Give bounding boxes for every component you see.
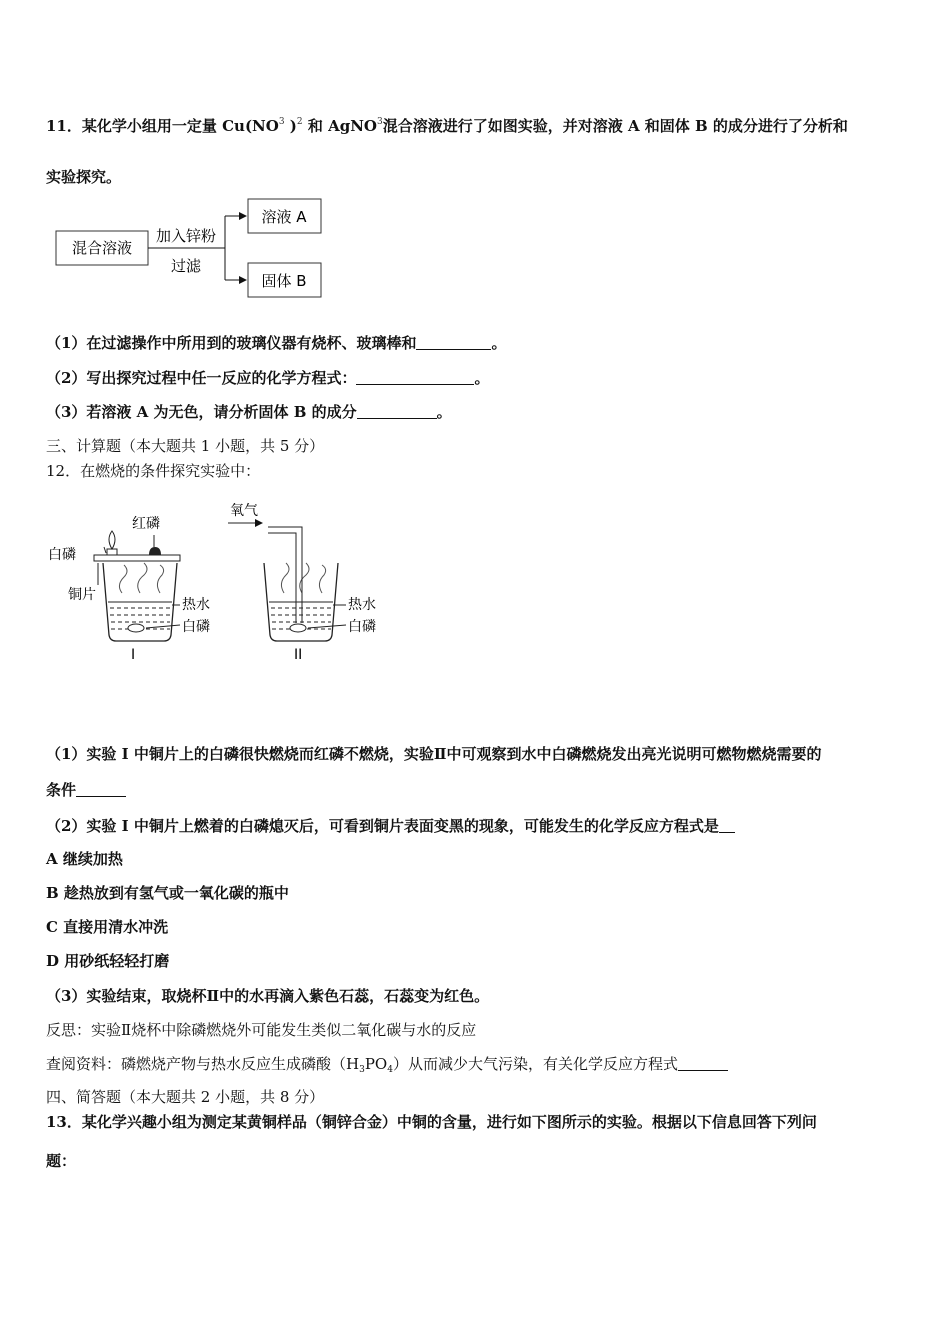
- q11-sub1: （1）在过滤操作中所用到的玻璃仪器有烧杯、玻璃棒和 。: [46, 334, 507, 352]
- q11-stem-line2: 实验探究。: [46, 168, 122, 186]
- option-a: A 继续加热: [46, 850, 123, 868]
- answer-blank[interactable]: [357, 405, 437, 419]
- svg-text:II: II: [294, 647, 303, 663]
- q12-title: 12．在燃烧的条件探究实验中：: [46, 462, 261, 480]
- oxygen-tube: [268, 527, 302, 623]
- answer-blank[interactable]: [76, 783, 126, 797]
- white-phosphorus-1: [128, 624, 144, 632]
- svg-text:铜片: 铜片: [68, 587, 96, 603]
- svg-text:白磷: 白磷: [348, 619, 376, 635]
- section-3-heading: 三、计算题（本大题共 1 小题，共 5 分）: [46, 437, 325, 455]
- svg-text:红磷: 红磷: [132, 516, 160, 532]
- svg-text:热水: 热水: [182, 597, 210, 613]
- answer-blank[interactable]: [678, 1057, 728, 1071]
- svg-text:白磷: 白磷: [48, 547, 76, 563]
- answer-blank[interactable]: [416, 336, 491, 350]
- q13-line1: 13．某化学兴趣小组为测定某黄铜样品（铜锌合金）中铜的含量，进行如下图所示的实验。根据以下信息回答下列问: [46, 1113, 817, 1131]
- q12-sub1-line2: 条件: [46, 779, 126, 800]
- q11-sub2: （2）写出探究过程中任一反应的化学方程式： 。: [46, 369, 490, 387]
- option-d: D 用砂纸轻轻打磨: [46, 952, 170, 970]
- mixed-solution-label: 混合溶液: [71, 239, 133, 257]
- svg-text:I: I: [131, 647, 136, 663]
- option-c: C 直接用清水冲洗: [46, 918, 169, 936]
- beaker-2: [228, 503, 376, 663]
- q11-sub3: （3）若溶液 A 为无色，请分析固体 B 的成分 。: [46, 403, 452, 421]
- svg-text:热水: 热水: [348, 597, 376, 613]
- copper-sheet: [94, 555, 180, 561]
- q12-combustion-diagram: [40, 495, 400, 670]
- q11-stem-line1: 11．某化学小组用一定量 $Cu(NO^3$ )$^2$ 和 AgNO$^3$混合溶液进行了如图实验，并对溶液 A 和固体 B 的成分进行了分析和: [46, 117, 848, 135]
- filter-label: 过滤: [170, 257, 202, 275]
- section-4-heading: 四、简答题（本大题共 2 小题，共 8 分）: [46, 1088, 325, 1106]
- option-b: B 趁热放到有氢气或一氧化碳的瓶中: [46, 884, 289, 902]
- add-zinc-label: 加入锌粉: [155, 227, 217, 245]
- white-phosphorus-2: [290, 624, 306, 632]
- q13-line2: 题：: [46, 1152, 77, 1170]
- q12-lookup: 查阅资料：磷燃烧产物与热水反应生成磷酸$(H_3PO_4)$从而减少大气污染，有关化学反应方程式: [46, 1053, 728, 1075]
- solid-b-label: 固体 B: [261, 272, 307, 290]
- answer-blank[interactable]: [719, 819, 735, 833]
- answer-blank[interactable]: [356, 371, 474, 385]
- q12-sub1-line1: （1）实验 I 中铜片上的白磷很快燃烧而红磷不燃烧，实验Ⅱ中可观察到水中白磷燃烧发出亮光说明可燃物燃烧需要的: [46, 745, 822, 763]
- q12-sub2: （2）实验 I 中铜片上燃着的白磷熄灭后，可看到铜片表面变黑的现象，可能发生的化学反应方程式是: [46, 815, 735, 836]
- q12-reflection: 反思：实验Ⅱ烧杯中除磷燃烧外可能发生类似二氧化碳与水的反应: [46, 1021, 477, 1039]
- beaker-1: [48, 515, 210, 663]
- solution-a-label: 溶液 A: [261, 208, 307, 226]
- q12-sub3: （3）实验结束，取烧杯Ⅱ中的水再滴入紫色石蕊，石蕊变为红色。: [46, 987, 490, 1005]
- svg-text:白磷: 白磷: [182, 619, 210, 635]
- q11-flow-diagram: [50, 195, 340, 305]
- svg-text:氧气: 氧气: [230, 503, 258, 519]
